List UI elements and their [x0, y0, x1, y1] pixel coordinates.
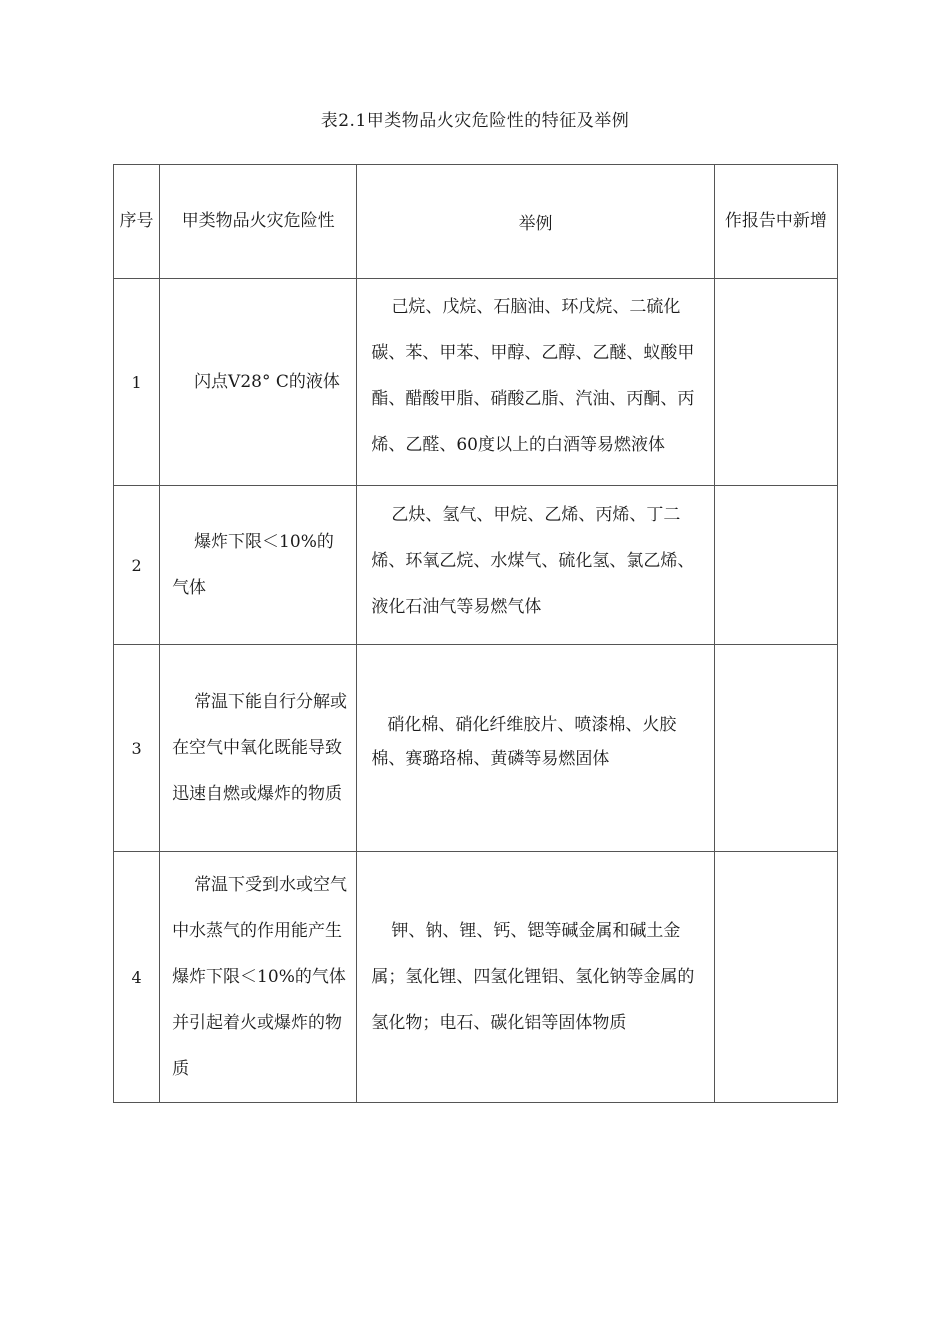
- row-2-new-cell: [714, 486, 837, 645]
- row-1-new-cell: [714, 279, 837, 486]
- example-text-continued: 棉、赛璐珞棉、黄磷等易燃固体: [371, 749, 610, 769]
- header-hazard-cell: [160, 165, 357, 279]
- hazard-text: 常温下能自行分解或在空气中氧化既能导致迅速自燃或爆炸的物质: [172, 692, 348, 804]
- header-example: 举例: [518, 214, 553, 234]
- row-2-hazard-cell: [160, 486, 357, 645]
- row-1-no-cell: [114, 279, 160, 486]
- row-1-example-cell: [357, 279, 714, 486]
- row-2-example-cell: [357, 486, 714, 645]
- example-text: 硝化棉、硝化纤维胶片、喷漆棉、火胶: [387, 715, 677, 735]
- header-new-cell: [714, 165, 837, 279]
- table-row: [114, 486, 838, 645]
- example-text: 己烷、戊烷、石脑油、环戊烷、二硫化碳、苯、甲苯、甲醇、乙醇、乙醚、蚁酸甲酯、醋酸甲脂、硝酸乙脂、汽油、丙酮、丙烯、乙醛、60度以上的白酒等易燃液体: [371, 297, 695, 455]
- header-example-cell: [357, 165, 714, 279]
- row-1-hazard-cell: [160, 279, 357, 486]
- row-3-hazard-cell: [160, 645, 357, 852]
- table-header-row: [114, 165, 838, 279]
- hazard-text: 爆炸下限＜10%的气体: [172, 532, 334, 598]
- example-text: 钾、钠、锂、钙、锶等碱金属和碱土金属；氢化锂、四氢化锂铝、氢化钠等金属的氢化物；电石、碳化铝等固体物质: [371, 921, 695, 1033]
- example-text: 乙炔、氢气、甲烷、乙烯、丙烯、丁二烯、环氧乙烷、水煤气、硫化氢、氯乙烯、液化石油气等易燃气体: [371, 505, 695, 617]
- row-3-example-cell: [357, 645, 714, 852]
- hazard-text: 闪点V28° C的液体: [194, 372, 340, 392]
- header-new: 作报告中新增: [724, 211, 827, 231]
- row-4-hazard-cell: [160, 852, 357, 1103]
- table-row: [114, 279, 838, 486]
- page-title: 表2.1甲类物品火灾危险性的特征及举例: [320, 111, 630, 131]
- table-row: [114, 852, 838, 1103]
- header-hazard: 甲类物品火灾危险性: [181, 211, 335, 231]
- hazard-table: [113, 164, 838, 1103]
- hazard-text: 常温下受到水或空气中水蒸气的作用能产生爆炸下限＜10%的气体并引起着火或爆炸的物质: [172, 875, 348, 1079]
- header-no-cell: [114, 165, 160, 279]
- row-4-new-cell: [714, 852, 837, 1103]
- row-3-new-cell: [714, 645, 837, 852]
- table-row: [114, 645, 838, 852]
- row-3-no-cell: [114, 645, 160, 852]
- row-2-no-cell: [114, 486, 160, 645]
- row-4-example-cell: [357, 852, 714, 1103]
- row-4-no-cell: [114, 852, 160, 1103]
- header-no: 序号: [119, 211, 154, 231]
- row-number: 3: [131, 738, 142, 758]
- row-number: 2: [131, 555, 142, 575]
- row-number: 4: [131, 967, 142, 987]
- row-number: 1: [131, 372, 142, 392]
